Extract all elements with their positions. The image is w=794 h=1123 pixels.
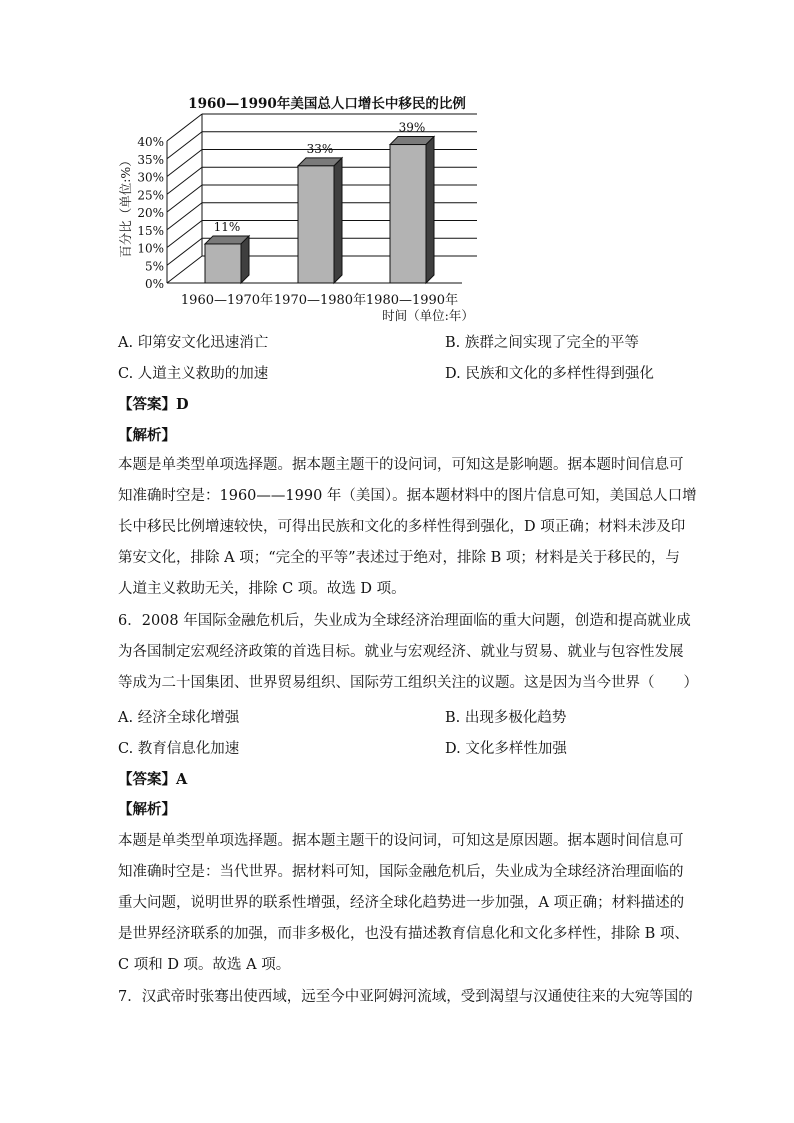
q6-option-a[interactable]: A. 经济全球化增强 <box>118 710 240 726</box>
q6-answer: 【答案】A <box>118 771 188 788</box>
q5-answer: 【答案】D <box>118 396 189 413</box>
q7-stem-line: 7．汉武帝时张骞出使西域，远至今中亚阿姆河流域，受到渴望与汉通使往来的大宛等国的 <box>118 989 693 1005</box>
chart-title: 1960—1990年美国总人口增长中移民的比例 <box>188 96 466 112</box>
q5-analysis-label: 【解析】 <box>118 427 176 444</box>
q5-analysis <box>118 450 697 605</box>
y-tick-label: 15% <box>137 223 164 238</box>
bar <box>205 244 241 283</box>
y-tick-label: 10% <box>137 241 164 256</box>
q5-analysis-line: 长中移民比例增速较快，可得出民族和文化的多样性得到强化，D 项正确；材料未涉及印 <box>118 519 686 535</box>
x-tick-label: 1970—1980年 <box>273 293 367 308</box>
q6-analysis <box>118 826 689 981</box>
x-axis-label: 时间（单位:年） <box>382 308 474 323</box>
q6-option-c[interactable]: C. 教育信息化加速 <box>118 741 240 757</box>
q5-option-c[interactable]: C. 人道主义救助的加速 <box>118 366 269 382</box>
grid-diagonal <box>167 221 202 248</box>
bar <box>390 145 426 283</box>
grid-diagonal <box>167 185 202 212</box>
q7-stem <box>118 982 693 1013</box>
grid-diagonal <box>167 203 202 230</box>
grid-diagonal <box>167 114 202 141</box>
data-label: 39% <box>398 120 426 135</box>
grid-diagonal <box>167 167 202 194</box>
q6-option-d[interactable]: D. 文化多样性加强 <box>445 741 567 757</box>
grid-diagonal <box>167 132 202 159</box>
y-tick-label: 30% <box>137 170 164 185</box>
y-tick-label: 20% <box>137 206 164 220</box>
q5-option-d[interactable]: D. 民族和文化的多样性得到强化 <box>445 366 654 382</box>
grid-diagonal <box>167 256 202 283</box>
q6-analysis-line: 重大问题，说明世界的联系性增强，经济全球化趋势进一步加强，A 项正确；材料描述的 <box>118 895 685 911</box>
data-label: 33% <box>306 141 334 156</box>
q6-stem-line: 6．2008 年国际金融危机后，失业成为全球经济治理面临的重大问题，创造和提高就业成 <box>118 613 691 629</box>
q5-analysis-line: 人道主义救助无关，排除 C 项。故选 D 项。 <box>118 581 406 597</box>
y-tick-label: 40% <box>137 135 164 149</box>
q5-option-a[interactable]: A. 印第安文化迅速消亡 <box>118 335 269 351</box>
q6-stem <box>118 606 698 699</box>
grid-diagonal <box>167 238 202 265</box>
y-tick-label: 0% <box>144 277 164 291</box>
y-tick-label: 25% <box>137 188 164 203</box>
immigration-bar-chart <box>112 92 492 324</box>
q5-analysis-line: 第安文化，排除 A 项；“完全的平等”表述过于绝对，排除 B 项；材料是关于移民的，与 <box>118 550 680 566</box>
bar <box>298 166 334 283</box>
bar-side <box>241 236 249 283</box>
q5-option-b[interactable]: B. 族群之间实现了完全的平等 <box>445 335 639 351</box>
y-tick-label: 5% <box>144 259 164 274</box>
chart-bars <box>205 137 434 283</box>
q5-analysis-line: 本题是单类型单项选择题。据本题主题干的设问词，可知这是影响题。据本题时间信息可 <box>118 457 684 473</box>
q6-analysis-line: 是世界经济联系的加强，而非多极化，也没有描述教育信息化和文化多样性，排除 B 项、 <box>118 926 689 942</box>
q6-analysis-label: 【解析】 <box>118 801 176 818</box>
y-axis-label: 百分比（单位:%） <box>118 154 133 258</box>
q6-analysis-line: 本题是单类型单项选择题。据本题主题干的设问词，可知这是原因题。据本题时间信息可 <box>118 833 684 849</box>
y-tick-label: 35% <box>137 152 164 167</box>
x-tick-label: 1960—1970年 <box>180 293 274 308</box>
q6-analysis-line: 知准确时空是：当代世界。据材料可知，国际金融危机后，失业成为全球经济治理面临的 <box>118 864 684 880</box>
q6-option-b[interactable]: B. 出现多极化趋势 <box>445 710 567 726</box>
bar-side <box>334 158 342 283</box>
data-label: 11% <box>213 219 241 234</box>
grid-diagonal <box>167 150 202 177</box>
q6-stem-line: 等成为二十国集团、世界贸易组织、国际劳工组织关注的议题。这是因为当今世界（ ） <box>118 675 698 691</box>
q6-stem-line: 为各国制定宏观经济政策的首选目标。就业与宏观经济、就业与贸易、就业与包容性发展 <box>118 644 684 660</box>
q5-analysis-line: 知准确时空是：1960——1990 年（美国）。据本题材料中的图片信息可知，美国总人口增 <box>118 488 697 504</box>
bar-side <box>426 137 434 283</box>
q6-analysis-line: C 项和 D 项。故选 A 项。 <box>118 957 291 973</box>
x-tick-label: 1980—1990年 <box>365 293 459 308</box>
